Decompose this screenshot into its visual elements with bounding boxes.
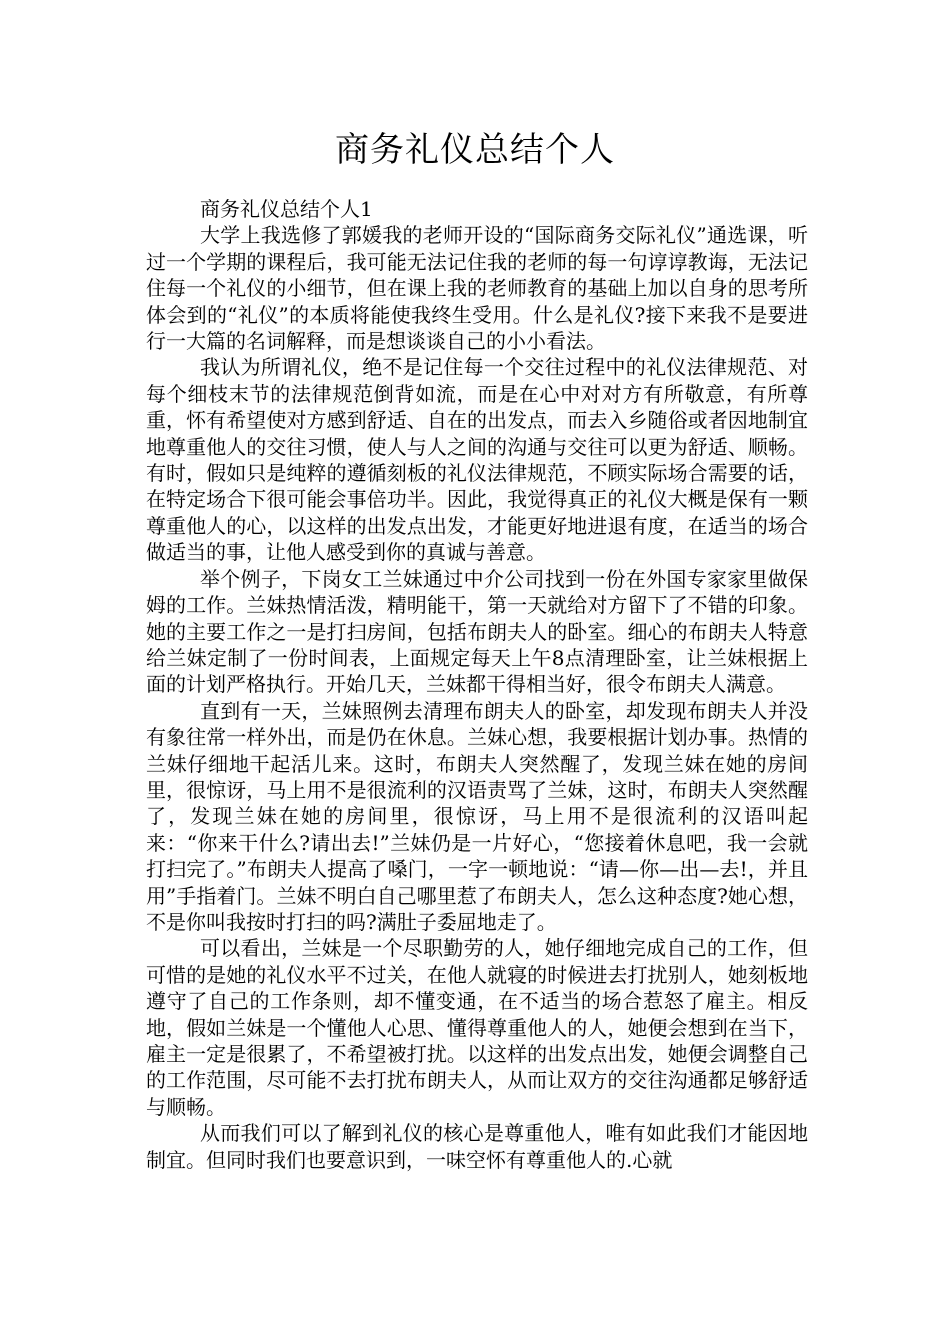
paragraph-subtitle: 商务礼仪总结个人1	[200, 197, 373, 221]
paragraph: 大学上我选修了郭媛我的老师开设的“国际商务交际礼仪”通选课，听过一个学期的课程后，我可能无法记住我的老师的每一句谆谆教诲，无法记住每一个礼仪的小细节，但在课上我的老师教育的基础上加以自身的思考所体会到的“礼仪”的本质将能使我终生受用。什么是礼仪?接下来我不是要进行一大篇的名词解释，而是想谈谈自己的小小看法。	[146, 223, 808, 354]
paragraph: 举个例子，下岗女工兰妹通过中介公司找到一份在外国专家家里做保姆的工作。兰妹热情活泼，精明能干，第一天就给对方留下了不错的印象。她的主要工作之一是打扫房间，包括布朗夫人的卧室。细心的布朗夫人特意给兰妹定制了一份时间表，上面规定每天上午8点清理卧室，让兰妹根据上面的计划严格执行。开始几天，兰妹都干得相当好，很令布朗夫人满意。	[146, 566, 808, 697]
document-title: 商务礼仪总结个人	[335, 130, 615, 170]
paragraph: 从而我们可以了解到礼仪的核心是尊重他人，唯有如此我们才能因地制宜。但同时我们也要意识到，一味空怀有尊重他人的.心就	[146, 1121, 808, 1172]
paragraph: 直到有一天，兰妹照例去清理布朗夫人的卧室，却发现布朗夫人并没有象往常一样外出，而是仍在休息。兰妹心想，我要根据计划办事。热情的兰妹仔细地干起活儿来。这时，布朗夫人突然醒了，发现兰妹在她的房间里，很惊讶，马上用不是很流利的汉语责骂了兰妹，这时，布朗夫人突然醒了，发现兰妹在她的房间里，很惊讶，马上用不是很流利的汉语叫起来：“你来干什么?请出去!”兰妹仍是一片好心，“您接着休息吧，我一会就打扫完了。”布朗夫人提高了嗓门，一字一顿地说：“请—你—出—去!，并且用”手指着门。兰妹不明白自己哪里惹了布朗夫人，怎么这种态度?她心想，不是你叫我按时打扫的吗?满肚子委屈地走了。	[146, 698, 808, 934]
paragraph: 可以看出，兰妹是一个尽职勤劳的人，她仔细地完成自己的工作，但可惜的是她的礼仪水平不过关，在他人就寝的时候进去打扰别人，她刻板地遵守了自己的工作条则，却不懂变通，在不适当的场合惹怒了雇主。相反地，假如兰妹是一个懂他人心思、懂得尊重他人的人，她便会想到在当下，雇主一定是很累了，不希望被打扰。以这样的出发点出发，她便会调整自己的工作范围，尽可能不去打扰布朗夫人，从而让双方的交往沟通都足够舒适与顺畅。	[146, 936, 808, 1119]
document-body	[146, 196, 808, 1173]
paragraph: 我认为所谓礼仪，绝不是记住每一个交往过程中的礼仪法律规范、对每个细枝末节的法律规范倒背如流，而是在心中对对方有所敬意，有所尊重，怀有希望使对方感到舒适、自在的出发点，而去入乡随俗或者因地制宜地尊重他人的交往习惯，使人与人之间的沟通与交往可以更为舒适、顺畅。有时，假如只是纯粹的遵循刻板的礼仪法律规范，不顾实际场合需要的话，在特定场合下很可能会事倍功半。因此，我觉得真正的礼仪大概是保有一颗尊重他人的心，以这样的出发点出发，才能更好地进退有度，在适当的场合做适当的事，让他人感受到你的真诚与善意。	[146, 355, 808, 565]
